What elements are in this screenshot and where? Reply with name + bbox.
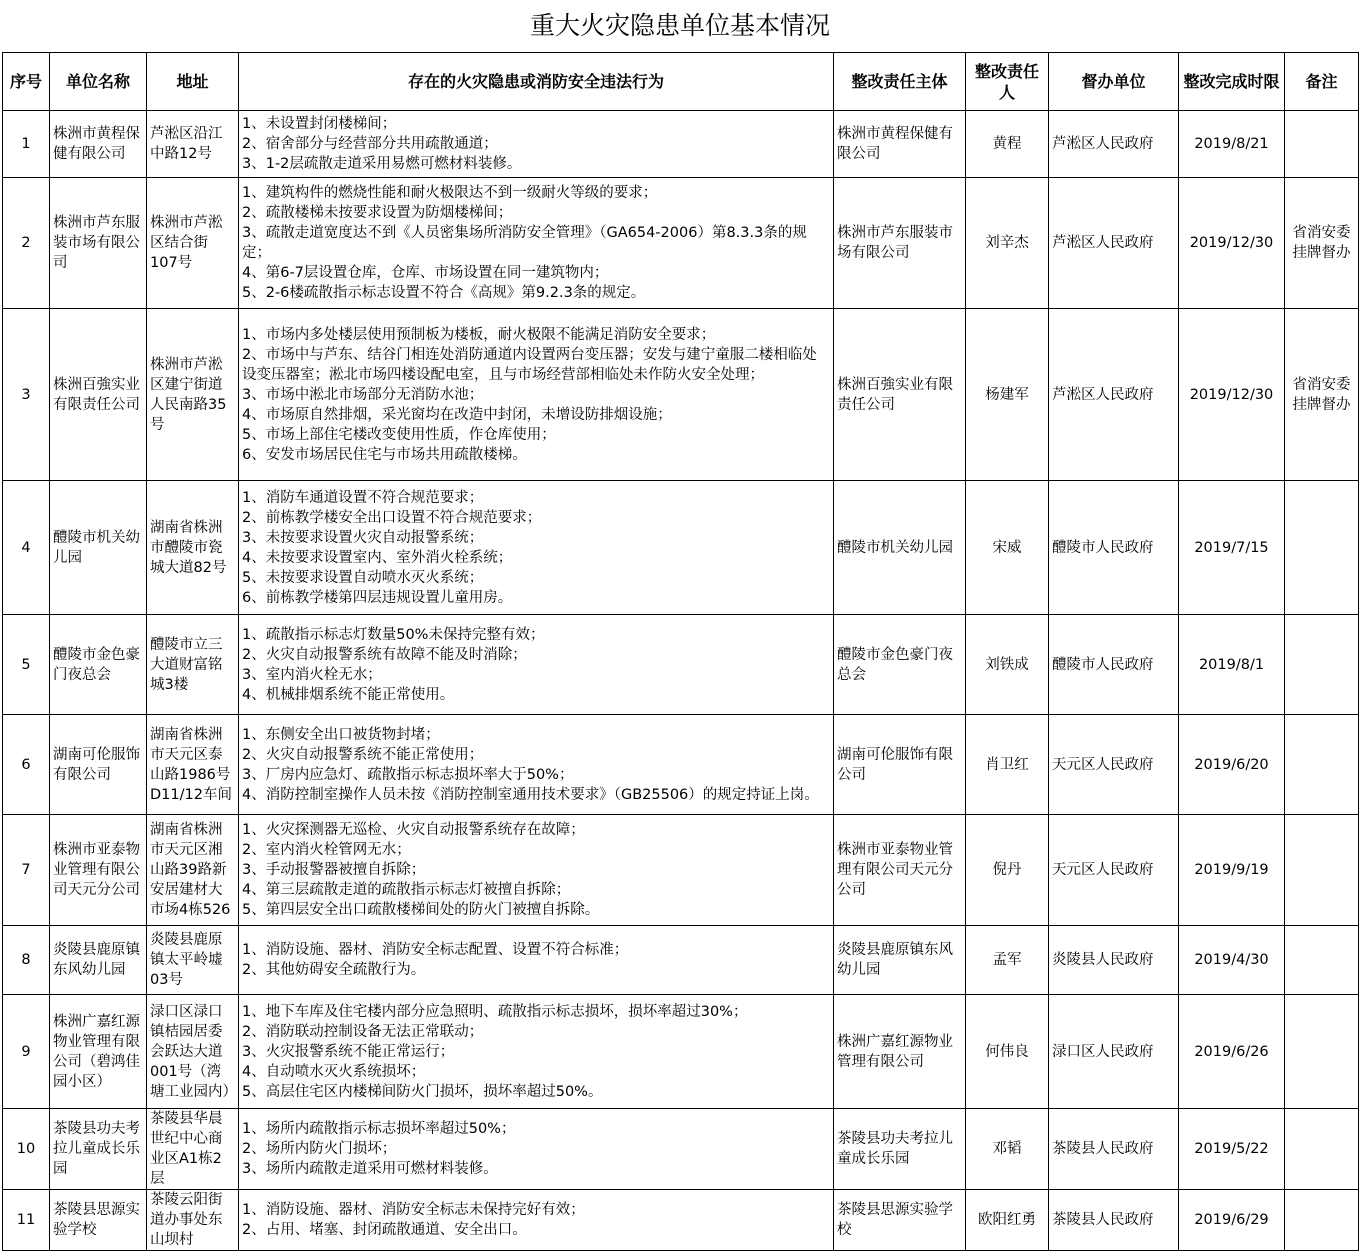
cell-deadline: 2019/8/1 [1179, 615, 1285, 715]
issue-item: 2、宿舍部分与经营部分共用疏散通道； [242, 136, 498, 152]
cell-responsible-body: 株洲市亚泰物业管理有限公司天元分公司 [834, 815, 966, 926]
cell-responsible-body: 醴陵市机关幼儿园 [834, 481, 966, 615]
table-row [3, 615, 1359, 715]
cell-supervisor: 茶陵县人民政府 [1049, 1109, 1179, 1190]
issue-item: 1、市场内多处楼层使用预制板为楼板，耐火极限不能满足消防安全要求； [242, 326, 716, 343]
cell-no: 7 [3, 815, 50, 926]
issue-item: 1、消防车通道设置不符合规范要求； [242, 489, 484, 506]
cell-address: 株洲市芦淞区结合街107号 [147, 178, 239, 309]
cell-unit: 株洲广嘉红源物业管理有限公司（碧鸿佳园小区） [50, 995, 147, 1109]
issue-item: 6、安发市场居民住宅与市场共用疏散楼梯。 [242, 446, 527, 463]
cell-issues [239, 481, 834, 615]
cell-responsible-person: 宋威 [966, 481, 1049, 615]
cell-no: 9 [3, 995, 50, 1109]
cell-address: 茶陵县华晨世纪中心商业区A1栋2层 [147, 1109, 239, 1190]
cell-responsible-person: 杨建军 [966, 309, 1049, 481]
cell-issues [239, 615, 834, 715]
page-title: 重大火灾隐患单位基本情况 [529, 11, 830, 40]
table-row [3, 111, 1359, 178]
cell-no: 10 [3, 1109, 50, 1190]
issue-item: 4、自动喷水灭火系统损坏； [242, 1063, 426, 1080]
col-header-supervisor: 督办单位 [1049, 53, 1179, 111]
issue-item: 1、场所内疏散指示标志损坏率超过50%； [242, 1121, 516, 1137]
cell-responsible-person: 何伟良 [966, 995, 1049, 1109]
col-header-responsible-person: 整改责任人 [966, 53, 1049, 111]
cell-address: 炎陵县鹿原镇太平岭墟03号 [147, 926, 239, 995]
issue-item: 2、占用、堵塞、封闭疏散通道、安全出口。 [242, 1222, 527, 1238]
cell-issues [239, 1109, 834, 1190]
cell-issues [239, 815, 834, 926]
cell-unit: 醴陵市金色豪门夜总会 [50, 615, 147, 715]
cell-supervisor: 芦淞区人民政府 [1049, 111, 1179, 178]
cell-address: 湖南省株洲市天元区湘山路39路新安居建材大市场4栋526 [147, 815, 239, 926]
cell-no: 11 [3, 1190, 50, 1251]
issue-item: 4、机械排烟系统不能正常使用。 [242, 686, 455, 703]
header-row [3, 53, 1359, 111]
issue-item: 4、第6-7层设置仓库，仓库、市场设置在同一建筑物内； [242, 265, 609, 281]
issue-item: 3、手动报警器被擅自拆除； [242, 862, 426, 878]
cell-responsible-body: 醴陵市金色豪门夜总会 [834, 615, 966, 715]
cell-deadline: 2019/6/26 [1179, 995, 1285, 1109]
cell-issues [239, 926, 834, 995]
issue-item: 2、疏散楼梯未按要求设置为防烟楼梯间； [242, 205, 513, 221]
cell-deadline: 2019/6/29 [1179, 1190, 1285, 1251]
cell-no: 1 [3, 111, 50, 178]
cell-deadline: 2019/12/30 [1179, 178, 1285, 309]
cell-responsible-person: 孟军 [966, 926, 1049, 995]
issue-item: 3、未按要求设置火灾自动报警系统； [242, 529, 484, 546]
hazard-table [2, 52, 1359, 1251]
cell-no: 8 [3, 926, 50, 995]
col-header-no: 序号 [3, 53, 50, 111]
cell-supervisor: 天元区人民政府 [1049, 715, 1179, 815]
cell-deadline: 2019/4/30 [1179, 926, 1285, 995]
table-row [3, 1109, 1359, 1190]
cell-note [1285, 815, 1359, 926]
cell-deadline: 2019/6/20 [1179, 715, 1285, 815]
cell-address: 芦淞区沿江中路12号 [147, 111, 239, 178]
cell-unit: 株洲市芦东服装市场有限公司 [50, 178, 147, 309]
cell-unit: 醴陵市机关幼儿园 [50, 481, 147, 615]
cell-unit: 株洲百強实业有限责任公司 [50, 309, 147, 481]
cell-responsible-body: 茶陵县思源实验学校 [834, 1190, 966, 1251]
cell-address: 茶陵云阳街道办事处东山坝村 [147, 1190, 239, 1251]
issue-item: 4、第三层疏散走道的疏散指示标志灯被擅自拆除； [242, 882, 571, 898]
table-row [3, 1190, 1359, 1251]
cell-issues [239, 178, 834, 309]
cell-note [1285, 481, 1359, 615]
cell-responsible-person: 刘铁成 [966, 615, 1049, 715]
cell-issues [239, 715, 834, 815]
issue-item: 5、高层住宅区内楼梯间防火门损坏，损坏率超过50%。 [242, 1083, 603, 1100]
cell-note [1285, 111, 1359, 178]
cell-supervisor: 炎陵县人民政府 [1049, 926, 1179, 995]
cell-issues [239, 995, 834, 1109]
cell-responsible-person: 欧阳红勇 [966, 1190, 1049, 1251]
issue-item: 2、场所内防火门损坏； [242, 1141, 397, 1157]
issue-item: 4、市场原自然排烟，采光窗均在改造中封闭，未增设防排烟设施； [242, 406, 672, 423]
cell-issues [239, 309, 834, 481]
issue-item: 2、火灾自动报警系统有故障不能及时消除； [242, 646, 527, 663]
table-row [3, 815, 1359, 926]
cell-address: 渌口区渌口镇桔园居委会跃达大道001号（湾塘工业园内） [147, 995, 239, 1109]
col-header-unit: 单位名称 [50, 53, 147, 111]
cell-deadline: 2019/8/21 [1179, 111, 1285, 178]
cell-supervisor: 醴陵市人民政府 [1049, 615, 1179, 715]
cell-issues [239, 111, 834, 178]
issue-item: 1、东侧安全出口被货物封堵； [242, 726, 440, 743]
issue-item: 2、市场中与芦东、结谷门相连处消防通道内设置两台变压器；安发与建宁童服二楼相临处设变压器室；淞北市场四楼设配电室，且与市场经营部相临处未作防火安全处理； [242, 346, 817, 383]
cell-deadline: 2019/7/15 [1179, 481, 1285, 615]
cell-note [1285, 1109, 1359, 1190]
table-row [3, 715, 1359, 815]
issue-item: 1、未设置封闭楼梯间； [242, 116, 397, 132]
cell-unit: 茶陵县功夫考拉儿童成长乐园 [50, 1109, 147, 1190]
cell-no: 4 [3, 481, 50, 615]
issue-item: 6、前栋教学楼第四层违规设置儿童用房。 [242, 589, 513, 606]
issue-item: 1、火灾探测器无巡检、火灾自动报警系统存在故障； [242, 822, 585, 838]
cell-address: 湖南省株洲市醴陵市瓷城大道82号 [147, 481, 239, 615]
issue-item: 1、消防设施、器材、消防安全标志配置、设置不符合标准； [242, 942, 629, 958]
cell-supervisor: 醴陵市人民政府 [1049, 481, 1179, 615]
issue-item: 4、消防控制室操作人员未按《消防控制室通用技术要求》（GB25506）的规定持证上岗。 [242, 786, 819, 803]
cell-note [1285, 715, 1359, 815]
cell-note [1285, 995, 1359, 1109]
cell-responsible-person: 黄程 [966, 111, 1049, 178]
issue-item: 3、1-2层疏散走道采用易燃可燃材料装修。 [242, 156, 522, 172]
cell-supervisor: 渌口区人民政府 [1049, 995, 1179, 1109]
cell-address: 株洲市芦淞区建宁街道人民南路35号 [147, 309, 239, 481]
cell-responsible-body: 株洲百強实业有限责任公司 [834, 309, 966, 481]
cell-responsible-person: 倪丹 [966, 815, 1049, 926]
cell-deadline: 2019/12/30 [1179, 309, 1285, 481]
cell-responsible-body: 株洲市黄程保健有限公司 [834, 111, 966, 178]
issue-item: 1、消防设施、器材、消防安全标志未保持完好有效； [242, 1202, 585, 1218]
cell-note: 省消安委挂牌督办 [1285, 178, 1359, 309]
issue-item: 3、市场中淞北市场部分无消防水池； [242, 386, 484, 403]
cell-address: 醴陵市立三大道财富铭城3楼 [147, 615, 239, 715]
table-row [3, 926, 1359, 995]
issue-item: 2、其他妨碍安全疏散行为。 [242, 962, 426, 978]
cell-note [1285, 926, 1359, 995]
issue-item: 2、火灾自动报警系统不能正常使用； [242, 746, 484, 763]
cell-responsible-body: 茶陵县功夫考拉儿童成长乐园 [834, 1109, 966, 1190]
issue-item: 5、第四层安全出口疏散楼梯间处的防火门被擅自拆除。 [242, 902, 600, 918]
cell-unit: 炎陵县鹿原镇东风幼儿园 [50, 926, 147, 995]
issue-item: 3、场所内疏散走道采用可燃材料装修。 [242, 1161, 498, 1177]
cell-deadline: 2019/9/19 [1179, 815, 1285, 926]
table-row [3, 481, 1359, 615]
cell-issues [239, 1190, 834, 1251]
issue-item: 2、消防联动控制设备无法正常联动； [242, 1023, 484, 1040]
table-row [3, 309, 1359, 481]
cell-no: 2 [3, 178, 50, 309]
issue-item: 2、室内消火栓管网无水； [242, 842, 411, 858]
col-header-note: 备注 [1285, 53, 1359, 111]
cell-responsible-body: 株洲广嘉红源物业管理有限公司 [834, 995, 966, 1109]
cell-note [1285, 615, 1359, 715]
issue-item: 3、火灾报警系统不能正常运行； [242, 1043, 455, 1060]
cell-responsible-person: 邓韬 [966, 1109, 1049, 1190]
cell-unit: 株洲市黄程保健有限公司 [50, 111, 147, 178]
issue-item: 1、建筑构件的燃烧性能和耐火极限达不到一级耐火等级的要求； [242, 185, 658, 201]
table-row [3, 995, 1359, 1109]
cell-supervisor: 茶陵县人民政府 [1049, 1190, 1179, 1251]
col-header-address: 地址 [147, 53, 239, 111]
cell-responsible-body: 炎陵县鹿原镇东风幼儿园 [834, 926, 966, 995]
issue-item: 4、未按要求设置室内、室外消火栓系统； [242, 549, 513, 566]
cell-no: 6 [3, 715, 50, 815]
cell-responsible-person: 肖卫红 [966, 715, 1049, 815]
issue-item: 3、室内消火栓无水； [242, 666, 382, 683]
cell-supervisor: 芦淞区人民政府 [1049, 178, 1179, 309]
col-header-issues: 存在的火灾隐患或消防安全违法行为 [239, 53, 834, 111]
cell-supervisor: 天元区人民政府 [1049, 815, 1179, 926]
issue-item: 5、2-6楼疏散指示标志设置不符合《高规》第9.2.3条的规定。 [242, 285, 646, 301]
cell-unit: 株洲市亚泰物业管理有限公司天元分公司 [50, 815, 147, 926]
col-header-responsible-body: 整改责任主体 [834, 53, 966, 111]
table-row [3, 178, 1359, 309]
issue-item: 3、厂房内应急灯、疏散指示标志损坏率大于50%； [242, 766, 574, 783]
cell-supervisor: 芦淞区人民政府 [1049, 309, 1179, 481]
issue-item: 1、疏散指示标志灯数量50%未保持完整有效； [242, 626, 545, 643]
col-header-deadline: 整改完成时限 [1179, 53, 1285, 111]
cell-deadline: 2019/5/22 [1179, 1109, 1285, 1190]
cell-unit: 湖南可伦服饰有限公司 [50, 715, 147, 815]
issue-item: 3、疏散走道宽度达不到《人员密集场所消防安全管理》（GA654-2006）第8.3.3条的规定； [242, 225, 807, 261]
cell-note [1285, 1190, 1359, 1251]
cell-responsible-person: 刘辛杰 [966, 178, 1049, 309]
issue-item: 5、市场上部住宅楼改变使用性质，作仓库使用； [242, 426, 556, 443]
issue-item: 1、地下车库及住宅楼内部分应急照明、疏散指示标志损坏，损坏率超过30%； [242, 1003, 748, 1020]
cell-no: 5 [3, 615, 50, 715]
cell-responsible-body: 湖南可伦服饰有限公司 [834, 715, 966, 815]
cell-address: 湖南省株洲市天元区泰山路1986号D11/12车间 [147, 715, 239, 815]
cell-responsible-body: 株洲市芦东服装市场有限公司 [834, 178, 966, 309]
cell-unit: 茶陵县思源实验学校 [50, 1190, 147, 1251]
spreadsheet [2, 0, 1358, 1251]
issue-item: 5、未按要求设置自动喷水灭火系统； [242, 569, 484, 586]
cell-no: 3 [3, 309, 50, 481]
cell-note: 省消安委挂牌督办 [1285, 309, 1359, 481]
issue-item: 2、前栋教学楼安全出口设置不符合规范要求； [242, 509, 542, 526]
